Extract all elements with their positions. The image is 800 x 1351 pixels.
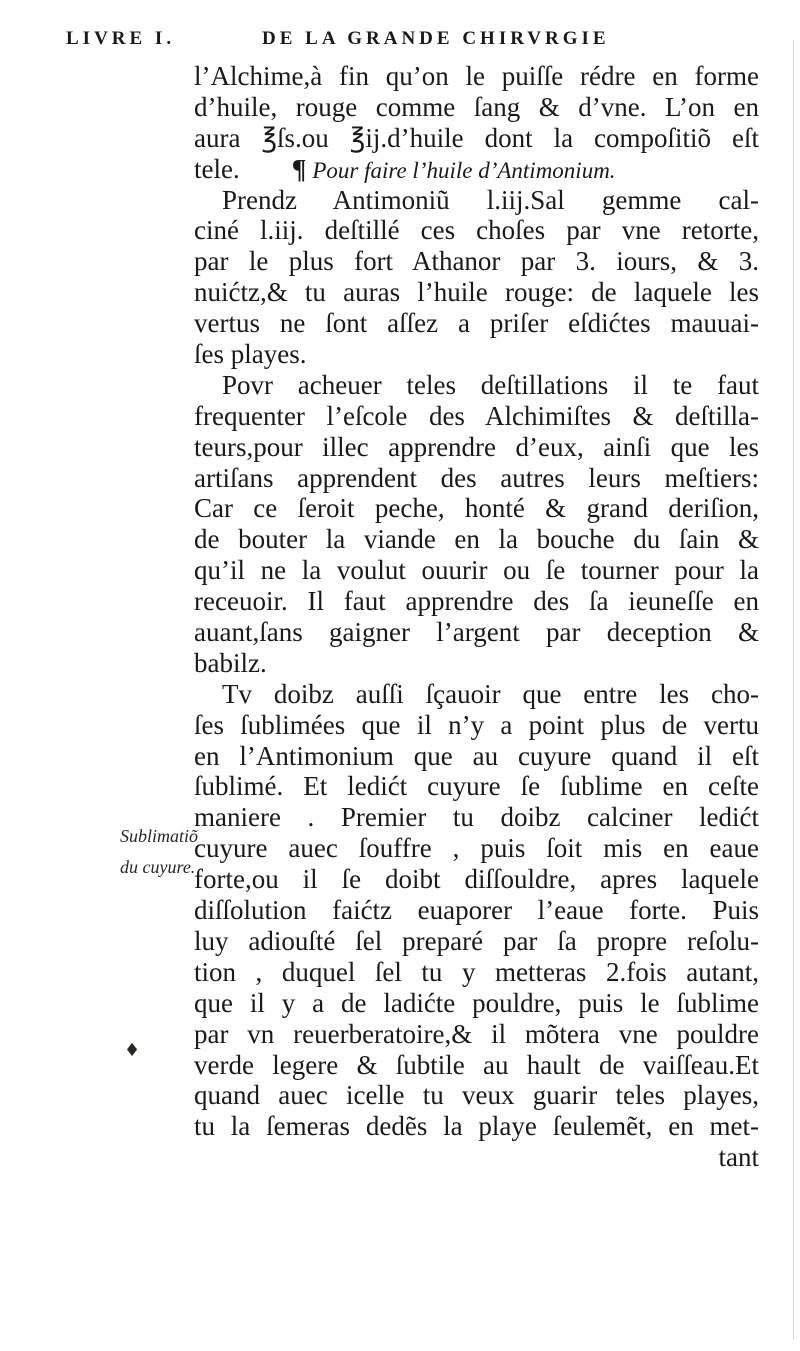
text-line: de bouter la viande en la bouche du ſain & [194, 524, 759, 555]
text-line: forte,ou il ſe doibt diſſouldre, apres laquele [194, 864, 759, 895]
text-line: ſes ſublimées que il n’y a point plus de vertu [194, 709, 759, 740]
book-number: LIVRE I. [66, 28, 176, 49]
text-line: receuoir. Il faut apprendre des ſa ieuneſſe en [194, 586, 759, 617]
text-line: d’huile, rouge comme ſang & d’vne. L’on en [194, 91, 759, 122]
text-line: babilz. [194, 647, 267, 678]
text-line: tu la ſemeras dedẽs la playe ſeulemẽt, en met- [194, 1111, 759, 1142]
marginal-mark-icon: ♦ [124, 1040, 141, 1061]
text-line: ciné l.iij. deſtillé ces choſes par vne retorte, [194, 215, 759, 246]
text-line: vertus ne ſont aſſez a priſer eſdićtes mauuai- [194, 308, 759, 339]
text-line: diſſolution faićtz euaporer l’eaue forte. Puis [194, 895, 759, 926]
text-line: Car ce ſeroit peche, honté & grand deriſion, [194, 493, 759, 524]
text-line: tion , duquel ſel tu y metteras 2.fois autant, [194, 956, 759, 987]
text-line: par le plus fort Athanor par 3. iours, & 3. [194, 246, 759, 277]
text-line: qu’il ne la voulut ouurir ou ſe tourner pour la [194, 555, 759, 586]
text-line: en l’Antimonium que au cuyure quand il eſt [194, 740, 759, 771]
text-line: aura ℥ſs.ou ℥ij.d’huile dont la compoſitiõ eſt [194, 122, 759, 153]
text-line: cuyure auec ſouffre , puis ſoit mis en eaue [194, 833, 759, 864]
text-line: luy adiouſté ſel preparé par ſa propre reſolu- [194, 925, 759, 956]
book-title: DE LA GRANDE CHIRVRGIE [262, 28, 610, 49]
text-line: Prendz Antimoniũ l.iij.Sal gemme cal- [222, 184, 759, 215]
text-line: ſublimé. Et ledićt cuyure ſe ſublime en ceſte [194, 771, 759, 802]
text-line: tele. [194, 153, 240, 184]
text-line: nuićtz,& tu auras l’huile rouge: de laquele les [194, 277, 759, 308]
page-edge-divider [793, 40, 794, 1340]
text-line: Tv doibz auſſi ſçauoir que entre les cho- [222, 678, 759, 709]
body-text [194, 61, 759, 1173]
text-line: maniere . Premier tu doibz calciner ledićt [194, 802, 759, 833]
text-line: quand auec icelle tu veux guarir teles playes, [194, 1080, 759, 1111]
text-line: frequenter l’eſcole des Alchimiſtes & deſtilla- [194, 400, 759, 431]
text-line: artiſans apprendent des autres leurs meſtiers: [194, 462, 759, 493]
text-line: teurs,pour illec apprendre d’eux, ainſi que les [194, 431, 759, 462]
running-header [66, 28, 746, 54]
text-line: auant,ſans gaigner l’argent par deception & [194, 617, 759, 648]
text-line: l’Alchime,à fin qu’on le puiſſe rédre en forme [194, 61, 759, 91]
text-line-with-subtitle [194, 154, 759, 185]
pilcrow-icon: ¶ [291, 153, 307, 184]
text-line: par vn reuerberatoire,& il mõtera vne pouldre [194, 1018, 759, 1049]
section-subtitle: Pour faire l’huile d’Antimonium. [312, 157, 616, 183]
margin-note-sublimation: Sublimatiõ [120, 826, 199, 846]
catchword: tant [718, 1142, 759, 1173]
text-line: que il y a de ladićte pouldre, puis le ſublime [194, 987, 759, 1018]
margin-note-copper: du cuyure. [120, 857, 196, 877]
text-line: ſes playes. [194, 339, 307, 370]
text-line: verde legere & ſubtile au hault de vaiſſeau.Et [194, 1049, 759, 1080]
text-line: Povr acheuer teles deſtillations il te faut [222, 369, 759, 400]
